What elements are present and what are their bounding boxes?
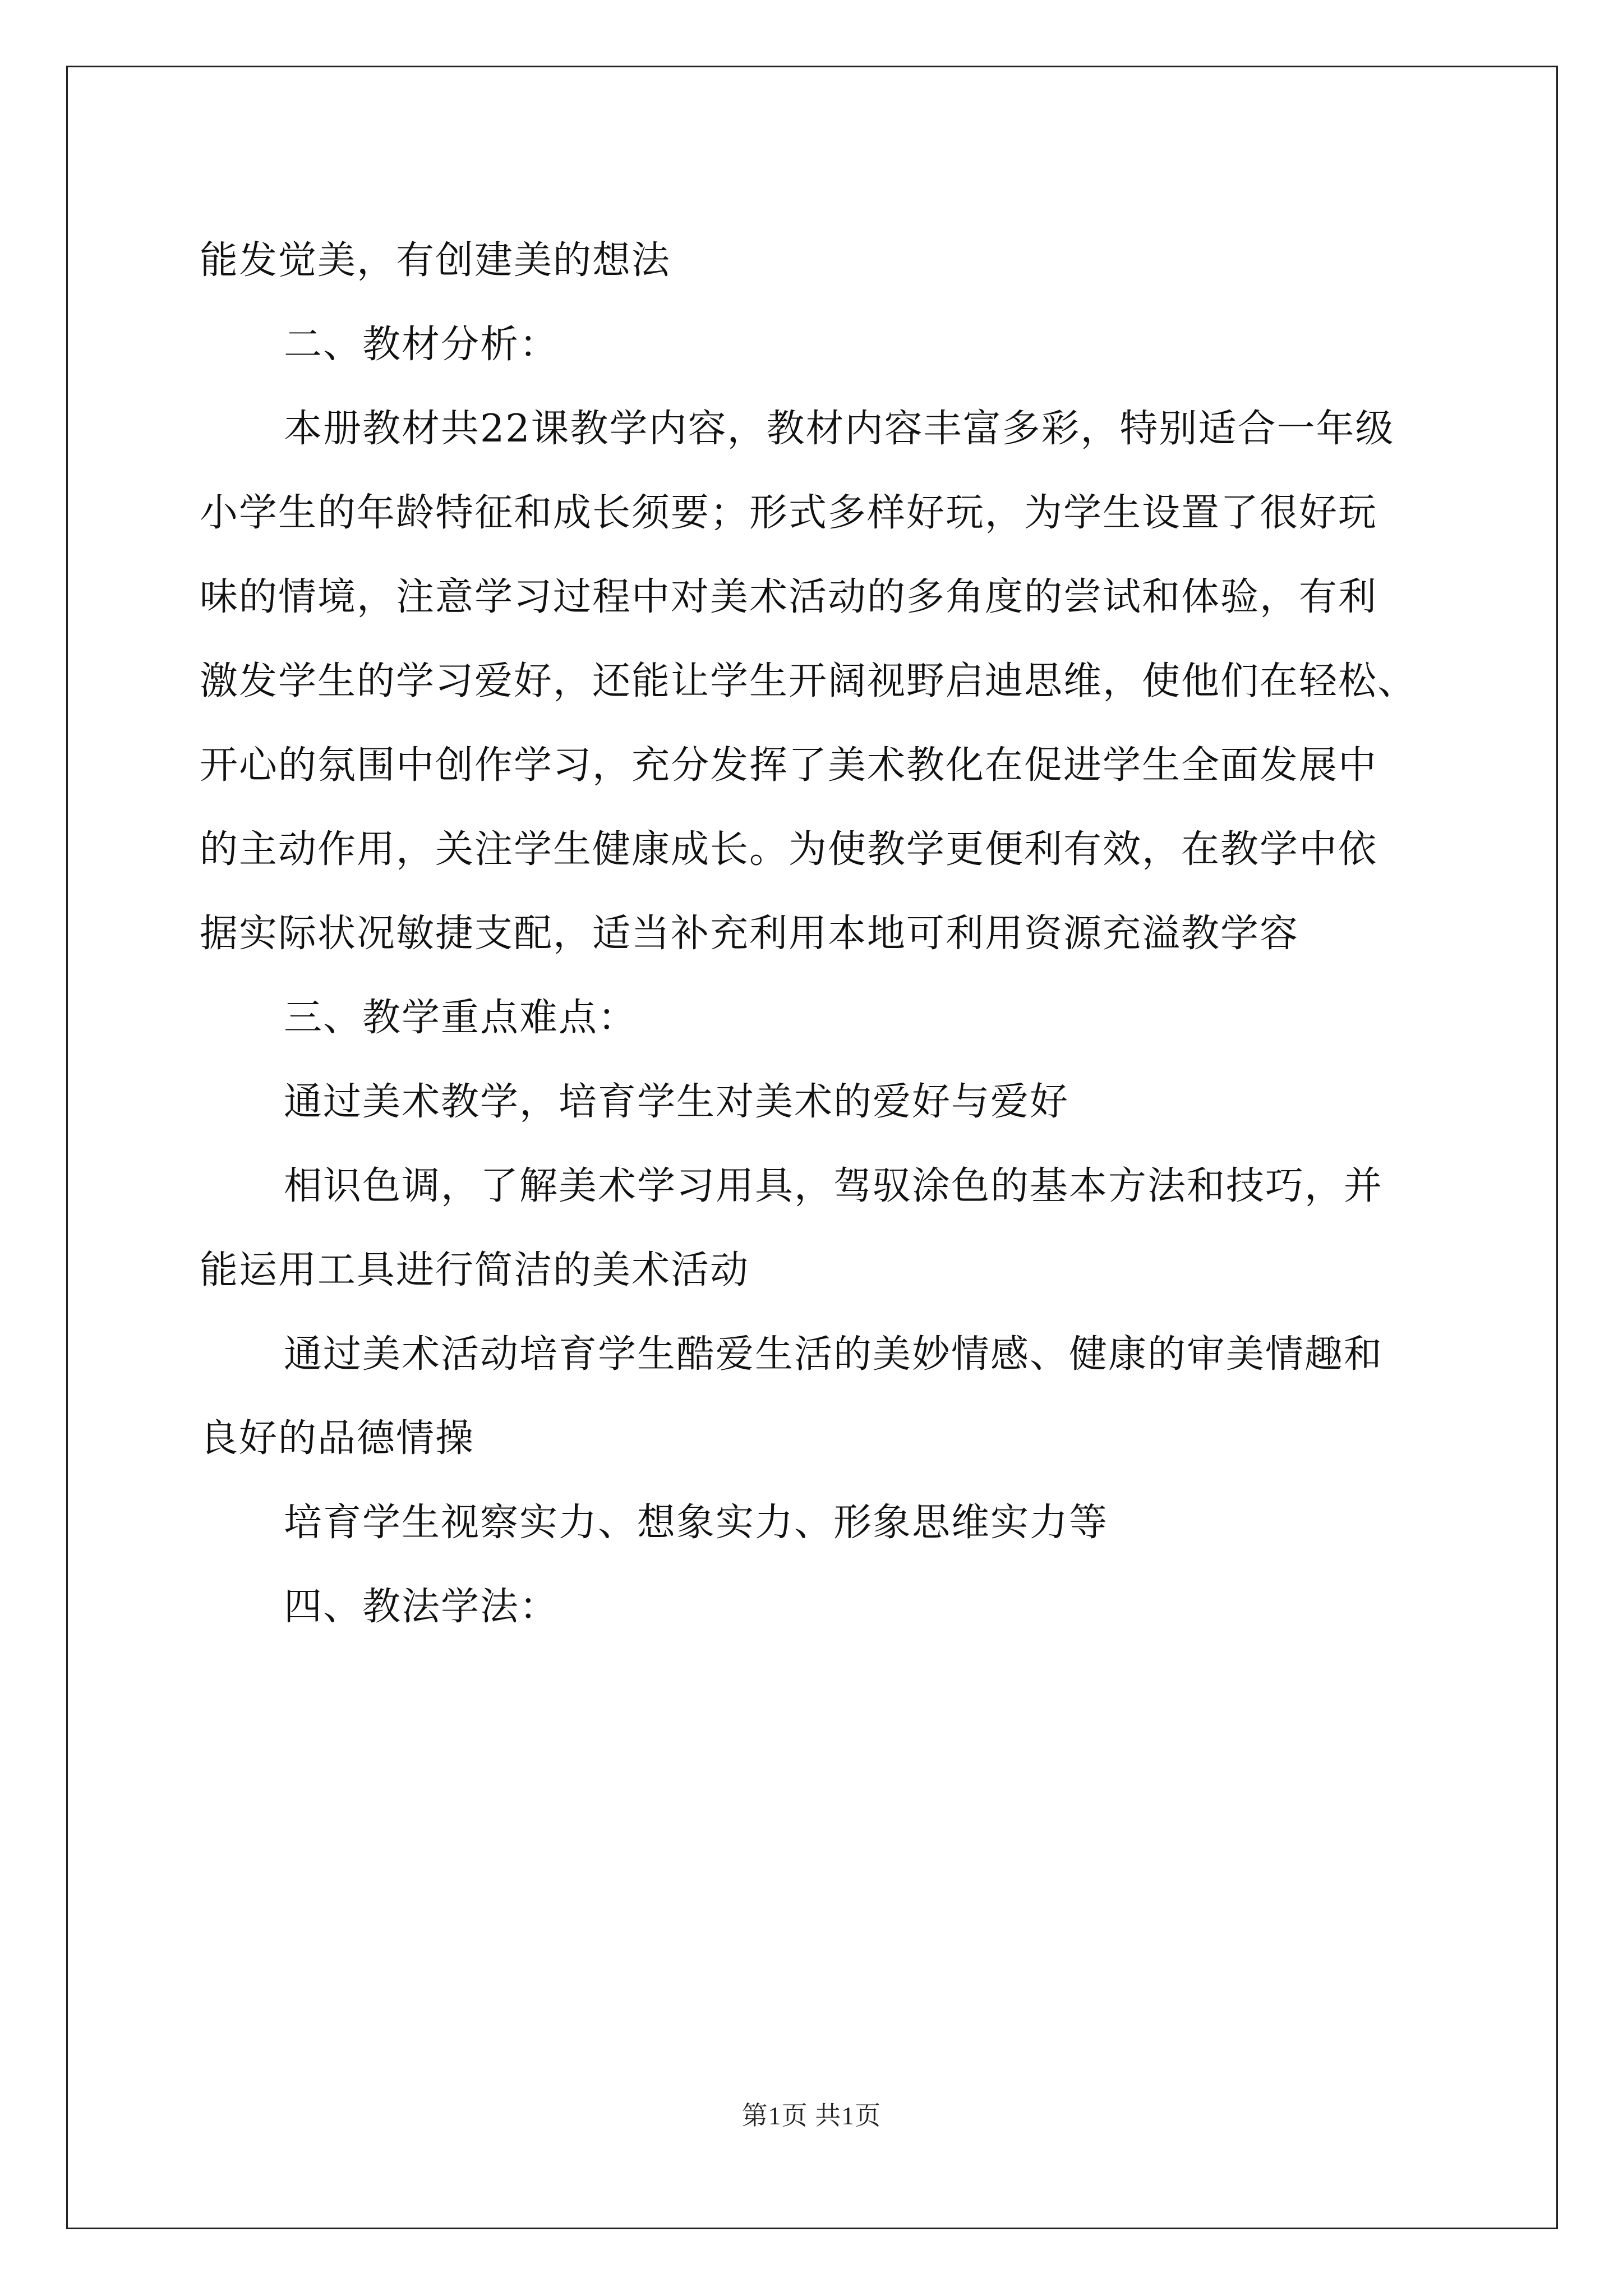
text-line-4: 小学生的年龄特征和成长须要；形式多样好玩，为学生设置了很好玩 (200, 491, 1378, 535)
section-heading-textbook-analysis: 二、教材分析： (284, 323, 559, 367)
section-heading-teaching-methods: 四、教法学法： (284, 1585, 559, 1629)
text-line-9: 据实际状况敏捷支配，适当补充利用本地可利用资源充溢教学容 (200, 912, 1299, 956)
text-line-11: 通过美术教学，培育学生对美术的爱好与爱好 (284, 1080, 1069, 1124)
text-line-15: 良好的品德情操 (200, 1416, 475, 1461)
text-line-8: 的主动作用，关注学生健康成长。为使教学更便利有效，在教学中依 (200, 827, 1378, 872)
text-line-3: 本册教材共22课教学内容，教材内容丰富多彩，特别适合一年级 (284, 407, 1395, 451)
text-line-1: 能发觉美，有创建美的想法 (200, 238, 671, 283)
document-body (200, 219, 1428, 1649)
page-footer: 第1页 共1页 (741, 2101, 882, 2130)
text-line-13: 能运用工具进行简洁的美术活动 (200, 1248, 750, 1292)
text-line-14: 通过美术活动培育学生酷爱生活的美妙情感、健康的审美情趣和 (284, 1332, 1384, 1377)
text-line-5: 味的情境，注意学习过程中对美术活动的多角度的尝试和体验，有利 (200, 575, 1378, 619)
text-line-12: 相识色调，了解美术学习用具，驾驭涂色的基本方法和技巧，并 (284, 1164, 1384, 1208)
section-heading-key-points: 三、教学重点难点： (284, 996, 638, 1040)
text-line-6: 激发学生的学习爱好，还能让学生开阔视野启迪思维，使他们在轻松、 (200, 659, 1417, 703)
text-line-7: 开心的氛围中创作学习，充分发挥了美术教化在促进学生全面发展中 (200, 743, 1378, 788)
text-line-16: 培育学生视察实力、想象实力、形象思维实力等 (284, 1501, 1109, 1545)
